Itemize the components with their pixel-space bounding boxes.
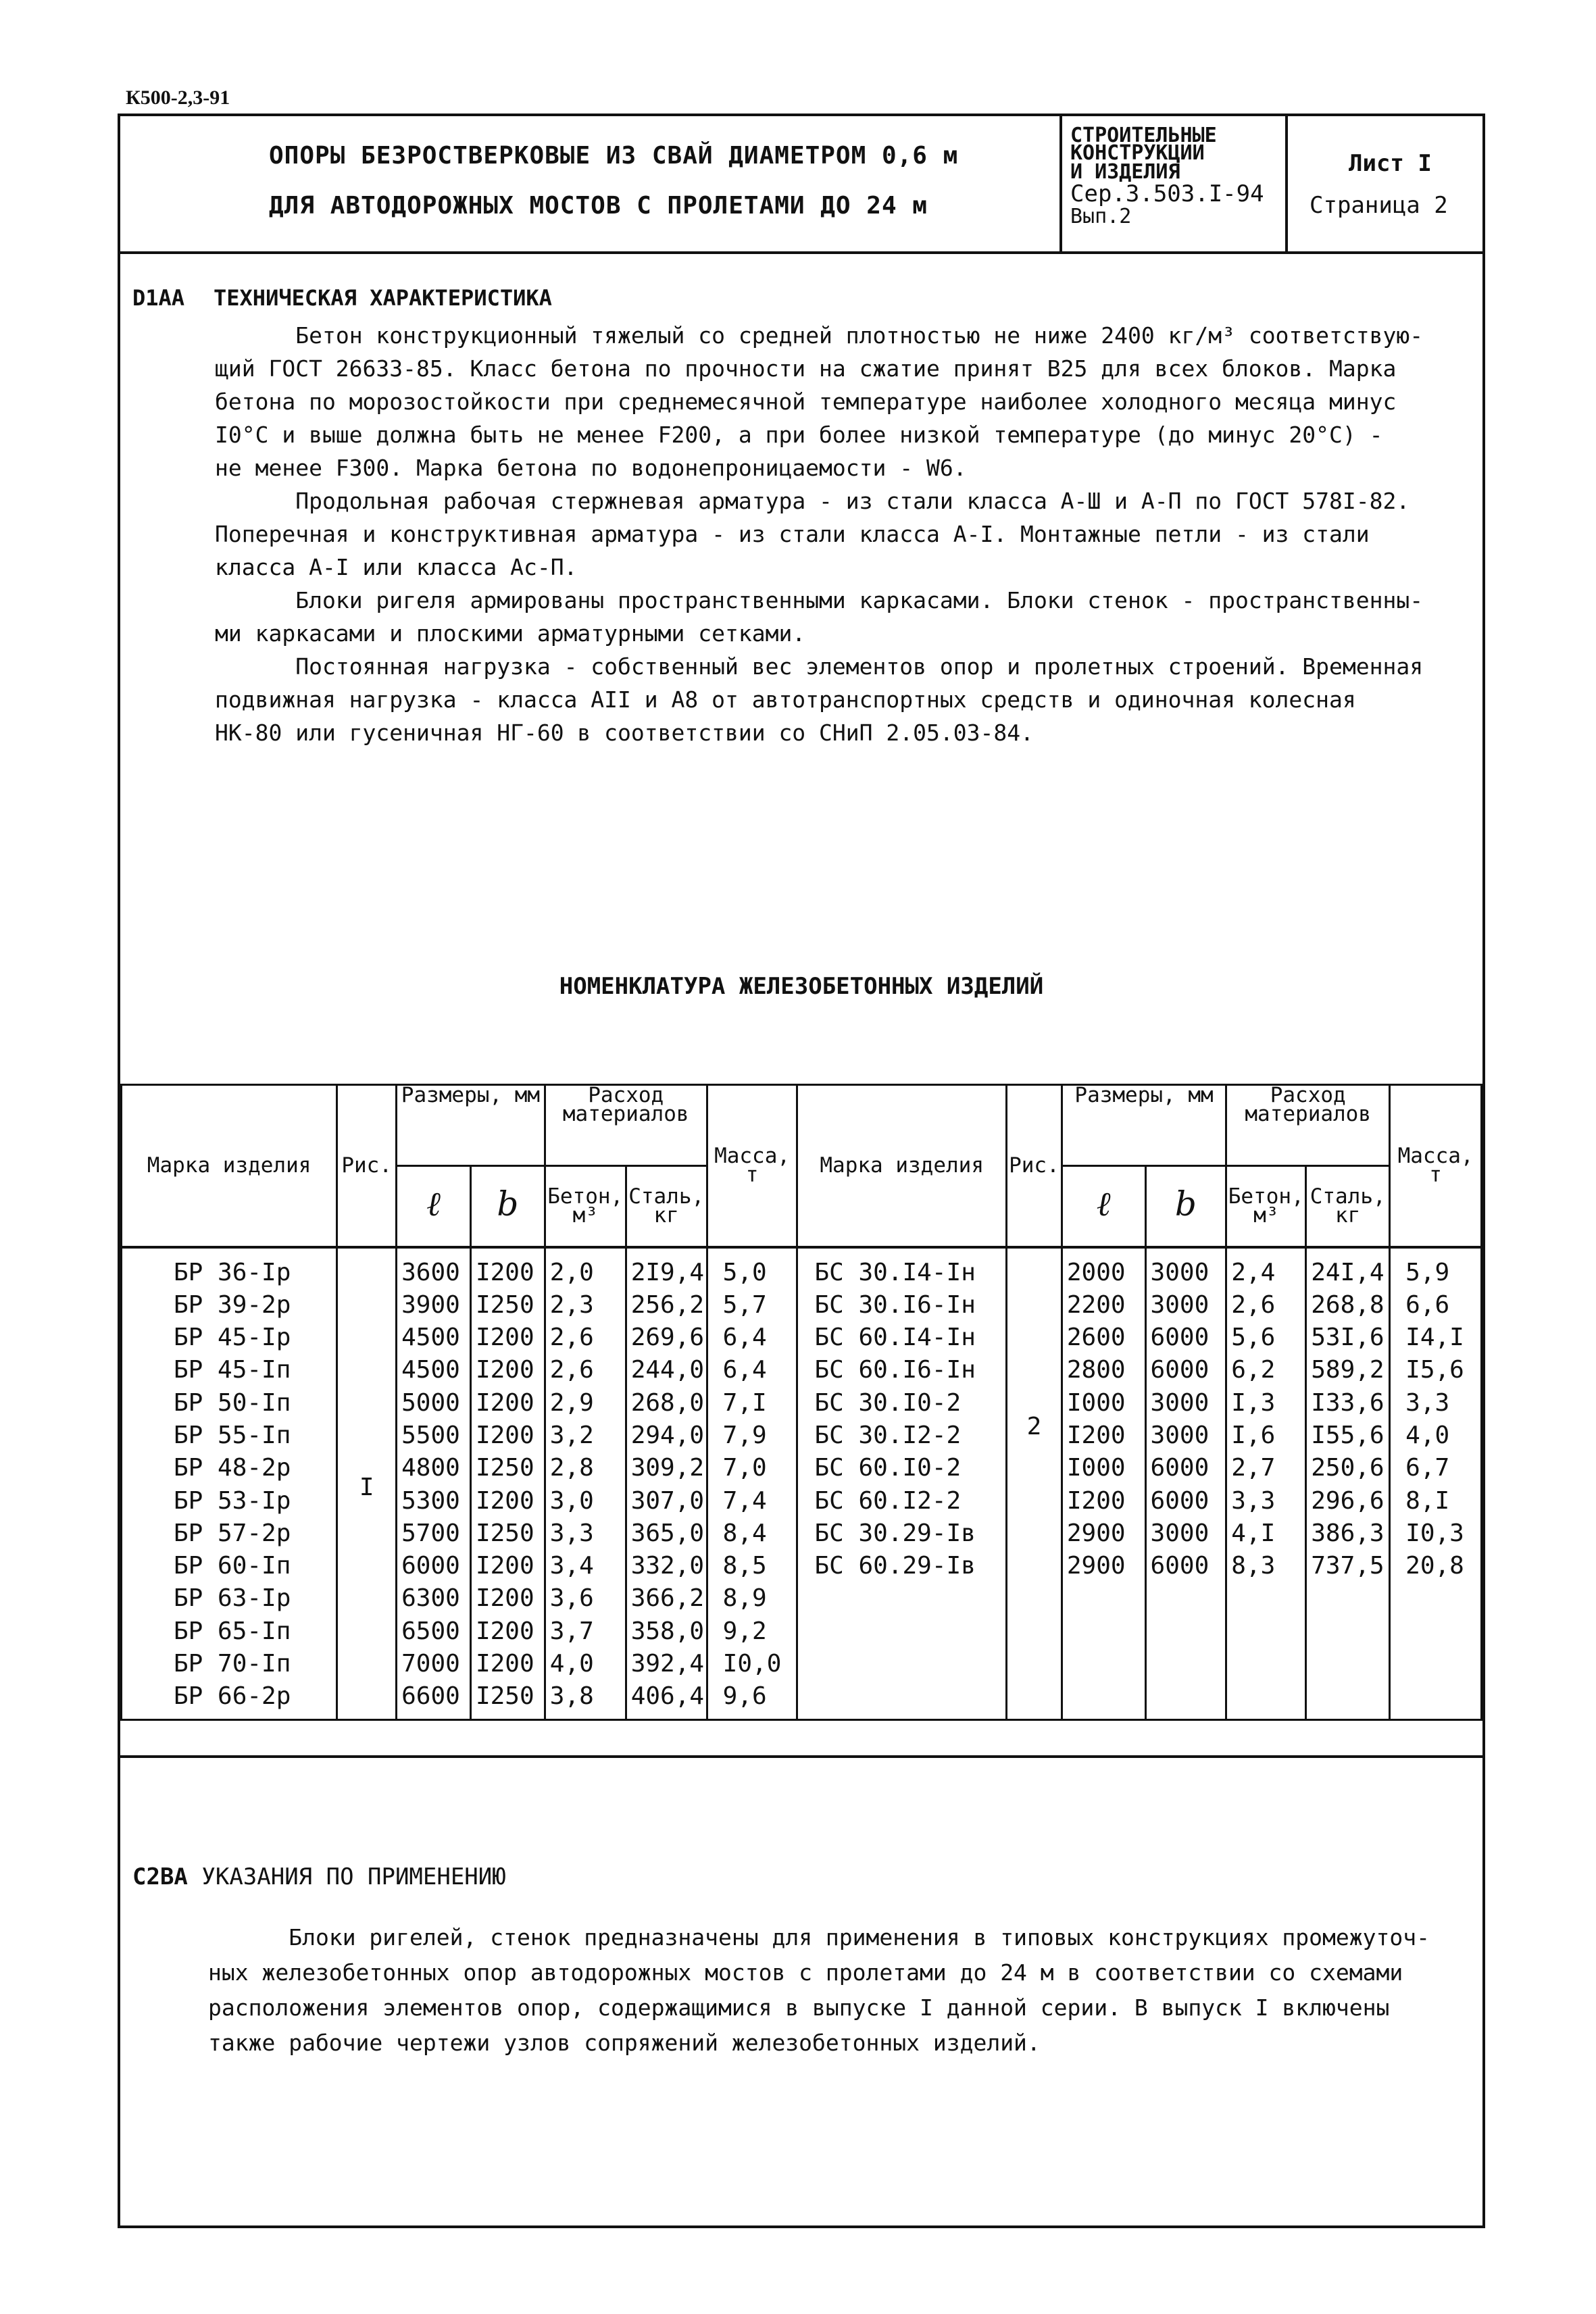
- table-cell: 4500: [401, 1356, 460, 1384]
- series-line-1: СТРОИТЕЛЬНЫЕ: [1070, 124, 1217, 147]
- header-dims: Размеры, мм: [1062, 1085, 1226, 1166]
- series-line-2: КОНСТРУКЦИИ: [1070, 141, 1205, 165]
- table-cell: 2200: [1066, 1290, 1126, 1319]
- table-cell: 6000: [1150, 1454, 1210, 1482]
- paragraph-line: бетона по морозостойкости при среднемесячной температуре наиболее холодного месяца минус: [215, 388, 1397, 415]
- table-cell: 268,8: [1311, 1290, 1385, 1319]
- left-length-column: [397, 1247, 471, 1720]
- table-cell: 269,6: [630, 1324, 705, 1352]
- nomenclature-title: НОМЕНКЛАТУРА ЖЕЛЕЗОБЕТОННЫХ ИЗДЕЛИЙ: [559, 973, 1044, 1000]
- table-cell: БС 30.29-Iв: [814, 1519, 976, 1547]
- page-number: Страница 2: [1310, 192, 1448, 219]
- table-cell: I250: [475, 1290, 534, 1319]
- table-cell: 6000: [1150, 1486, 1210, 1515]
- table-cell: 2900: [1066, 1519, 1126, 1547]
- paragraph-line: щий ГОСТ 26633-85. Класс бетона по прочности на сжатие принят В25 для всех блоков. Марка: [215, 355, 1397, 382]
- width-symbol: b: [1174, 1184, 1197, 1224]
- table-cell: 296,6: [1311, 1486, 1385, 1515]
- series-number: Сер.3.503.I-94: [1070, 180, 1264, 207]
- table-cell: I0,0: [722, 1650, 782, 1678]
- table-cell: 244,0: [630, 1356, 705, 1384]
- table-cell: 7000: [401, 1650, 460, 1678]
- table-cell: 7,0: [722, 1454, 767, 1482]
- header-mass: Масса, т: [707, 1085, 797, 1247]
- table-cell: 4,0: [549, 1650, 594, 1678]
- table-cell: БР 60-Iп: [174, 1552, 291, 1580]
- table-cell: 5,7: [722, 1290, 767, 1319]
- table-cell: I250: [475, 1682, 534, 1711]
- paragraph-line: Поперечная и конструктивная арматура - из стали класса А-I. Монтажные петли - из стали: [215, 521, 1370, 547]
- section2-code: С2ВА: [132, 1863, 188, 1890]
- table-cell: БР 48-2р: [174, 1454, 291, 1482]
- right-fig-cell: 2: [1006, 1247, 1062, 1720]
- header-mark: Марка изделия: [122, 1085, 337, 1247]
- table-cell: 53I,6: [1311, 1324, 1385, 1352]
- right-concrete-column: [1226, 1247, 1306, 1720]
- table-cell: БР 53-Iр: [174, 1486, 291, 1515]
- table-cell: I200: [1066, 1486, 1126, 1515]
- table-cell: 5,6: [1231, 1324, 1276, 1352]
- table-cell: БР 57-2р: [174, 1519, 291, 1547]
- table-cell: 3,3: [1231, 1486, 1276, 1515]
- table-cell: I200: [1066, 1421, 1126, 1449]
- table-cell: 406,4: [630, 1682, 705, 1711]
- header-fig: Рис.: [1006, 1085, 1062, 1247]
- table-cell: 6,4: [722, 1324, 767, 1352]
- header-length: [1062, 1166, 1145, 1247]
- table-cell: БС 30.I4-Iн: [814, 1258, 976, 1286]
- table-cell: I200: [475, 1650, 534, 1678]
- header-width: [1145, 1166, 1226, 1247]
- width-symbol: b: [497, 1184, 519, 1224]
- table-cell: 6300: [401, 1584, 460, 1613]
- table-cell: 6000: [1150, 1324, 1210, 1352]
- length-symbol: ℓ: [1096, 1184, 1111, 1224]
- table-cell: 392,4: [630, 1650, 705, 1678]
- header-width: [470, 1166, 545, 1247]
- header-steel: Сталь, кг: [1306, 1166, 1390, 1247]
- table-cell: I200: [475, 1486, 534, 1515]
- table-cell: 2,6: [549, 1356, 594, 1384]
- series-issue: Вып.2: [1070, 205, 1132, 228]
- table-cell: 6,2: [1231, 1356, 1276, 1384]
- table-cell: 8,5: [722, 1552, 767, 1580]
- table-cell: 2600: [1066, 1324, 1126, 1352]
- table-cell: 2,6: [549, 1324, 594, 1352]
- paragraph-line: НК-80 или гусеничная НГ-60 в соответствии со СНиП 2.05.03-84.: [215, 720, 1034, 746]
- table-cell: 4800: [401, 1454, 460, 1482]
- table-cell: 332,0: [630, 1552, 705, 1580]
- table-cell: I250: [475, 1519, 534, 1547]
- table-cell: I200: [475, 1584, 534, 1613]
- table-cell: 8,9: [722, 1584, 767, 1613]
- paragraph-line: также рабочие чертежи узлов сопряжений железобетонных изделий.: [208, 2030, 1041, 2056]
- table-cell: 3900: [401, 1290, 460, 1319]
- header-steel: Сталь, кг: [626, 1166, 707, 1247]
- table-cell: БС 30.I2-2: [814, 1421, 962, 1449]
- table-cell: 2,3: [549, 1290, 594, 1319]
- table-cell: 9,6: [722, 1682, 767, 1711]
- table-cell: I200: [475, 1388, 534, 1417]
- table-cell: БР 36-Iр: [174, 1258, 291, 1286]
- table-cell: I000: [1066, 1454, 1126, 1482]
- table-cell: 8,3: [1231, 1552, 1276, 1580]
- table-cell: 7,9: [722, 1421, 767, 1449]
- section-divider: [120, 1755, 1482, 1758]
- left-concrete-column: [545, 1247, 626, 1720]
- paragraph-line: класса А-I или класса Ас-П.: [215, 554, 578, 580]
- table-cell: 6000: [401, 1552, 460, 1580]
- paragraph-line: Блоки ригеля армированы пространственными каркасами. Блоки стенок - пространственны-: [215, 587, 1424, 613]
- paragraph-line: подвижная нагрузка - класса АII и А8 от автотранспортных средств и одиночная колесная: [215, 686, 1356, 713]
- table-cell: 2,8: [549, 1454, 594, 1482]
- table-cell: I,6: [1231, 1421, 1276, 1449]
- section1-body: [215, 319, 1458, 749]
- table-cell: 6,6: [1405, 1290, 1450, 1319]
- table-cell: 5700: [401, 1519, 460, 1547]
- document-title: [120, 116, 1062, 251]
- series-block: [1062, 116, 1288, 251]
- table-cell: 737,5: [1311, 1552, 1385, 1580]
- table-cell: 358,0: [630, 1617, 705, 1645]
- table-cell: 250,6: [1311, 1454, 1385, 1482]
- table-cell: 3600: [401, 1258, 460, 1286]
- table-cell: I000: [1066, 1388, 1126, 1417]
- table-cell: БС 30.I6-Iн: [814, 1290, 976, 1319]
- table-cell: 5500: [401, 1421, 460, 1449]
- title-line-2: ДЛЯ АВТОДОРОЖНЫХ МОСТОВ С ПРОЛЕТАМИ ДО 24 м: [269, 192, 928, 220]
- header-fig: Рис.: [337, 1085, 397, 1247]
- paragraph-line: ных железобетонных опор автодорожных мостов с пролетами до 24 м в соответствии со схемами: [208, 1959, 1403, 1986]
- table-cell: 3,3: [1405, 1388, 1450, 1417]
- table-cell: I200: [475, 1324, 534, 1352]
- table-cell: БР 70-Iп: [174, 1650, 291, 1678]
- table-cell: 589,2: [1311, 1356, 1385, 1384]
- table-cell: 5,9: [1405, 1258, 1450, 1286]
- table-cell: 256,2: [630, 1290, 705, 1319]
- table-cell: 366,2: [630, 1584, 705, 1613]
- table-cell: 2,0: [549, 1258, 594, 1286]
- paragraph-line: Продольная рабочая стержневая арматура - из стали класса А-Ш и А-П по ГОСТ 578I-82.: [215, 488, 1410, 514]
- paragraph-line: Постоянная нагрузка - собственный вес элементов опор и пролетных строений. Временная: [215, 653, 1424, 680]
- table-cell: 7,I: [722, 1388, 767, 1417]
- left-fig-cell: I: [337, 1247, 397, 1720]
- table-cell: 8,I: [1405, 1486, 1450, 1515]
- right-width-column: [1145, 1247, 1226, 1720]
- table-cell: БС 60.29-Iв: [814, 1552, 976, 1580]
- table-cell: 4,0: [1405, 1421, 1450, 1449]
- table-cell: 2,6: [1231, 1290, 1276, 1319]
- table-cell: 6500: [401, 1617, 460, 1645]
- table-cell: 2,9: [549, 1388, 594, 1417]
- header-mass: Масса, т: [1390, 1085, 1482, 1247]
- table-cell: БР 50-Iп: [174, 1388, 291, 1417]
- table-cell: 3,4: [549, 1552, 594, 1580]
- table-cell: БР 39-2р: [174, 1290, 291, 1319]
- table-cell: БС 60.I6-Iн: [814, 1356, 976, 1384]
- title-block: [120, 116, 1482, 254]
- table-cell: 2000: [1066, 1258, 1126, 1286]
- paragraph-line: Бетон конструкционный тяжелый со средней плотностью не ниже 2400 кг/м³ соответствую-: [215, 322, 1424, 349]
- left-steel-column: [626, 1247, 707, 1720]
- table-cell: 6,4: [722, 1356, 767, 1384]
- table-cell: 5000: [401, 1388, 460, 1417]
- table-cell: I200: [475, 1552, 534, 1580]
- table-cell: I200: [475, 1617, 534, 1645]
- table-cell: 7,4: [722, 1486, 767, 1515]
- table-cell: 3,0: [549, 1486, 594, 1515]
- table-cell: 2,4: [1231, 1258, 1276, 1286]
- series-line-3: И ИЗДЕЛИЯ: [1070, 160, 1180, 184]
- table-cell: 3000: [1150, 1421, 1210, 1449]
- table-cell: 2800: [1066, 1356, 1126, 1384]
- table-cell: 3,2: [549, 1421, 594, 1449]
- table-cell: БР 63-Iр: [174, 1584, 291, 1613]
- section2-title: УКАЗАНИЯ ПО ПРИМЕНЕНИЮ: [201, 1863, 506, 1890]
- table-cell: БР 55-Iп: [174, 1421, 291, 1449]
- paragraph-line: I0°C и выше должна быть не менее F200, а при более низкой температуре (до минус 20°C) -: [215, 422, 1383, 448]
- table-cell: 6600: [401, 1682, 460, 1711]
- table-cell: 3,3: [549, 1519, 594, 1547]
- length-symbol: ℓ: [426, 1184, 441, 1224]
- right-mass-column: [1390, 1247, 1482, 1720]
- table-cell: 307,0: [630, 1486, 705, 1515]
- table-cell: I200: [475, 1356, 534, 1384]
- table-cell: БС 30.I0-2: [814, 1388, 962, 1417]
- table-cell: 20,8: [1405, 1552, 1464, 1580]
- table-cell: БР 65-Iп: [174, 1617, 291, 1645]
- table-cell: БС 60.I0-2: [814, 1454, 962, 1482]
- table-cell: I200: [475, 1421, 534, 1449]
- table-cell: 6000: [1150, 1552, 1210, 1580]
- document-code: К500-2,3-91: [126, 86, 230, 109]
- table-cell: 268,0: [630, 1388, 705, 1417]
- table-cell: 4,I: [1231, 1519, 1276, 1547]
- title-line-1: ОПОРЫ БЕЗРОСТВЕРКОВЫЕ ИЗ СВАЙ ДИАМЕТРОМ 0,6 м: [269, 142, 959, 170]
- table-cell: I200: [475, 1258, 534, 1286]
- table-cell: 309,2: [630, 1454, 705, 1482]
- table-cell: 4500: [401, 1324, 460, 1352]
- table-cell: I5,6: [1405, 1356, 1464, 1384]
- paragraph-line: ми каркасами и плоскими арматурными сетками.: [215, 620, 806, 647]
- table-cell: БР 45-Iп: [174, 1356, 291, 1384]
- table-cell: БР 45-Iр: [174, 1324, 291, 1352]
- table-cell: 24I,4: [1311, 1258, 1385, 1286]
- drawing-frame: [118, 114, 1485, 2228]
- table-cell: I,3: [1231, 1388, 1276, 1417]
- section2-heading: [132, 1863, 506, 1890]
- sheet-number: Лист I: [1349, 150, 1432, 177]
- nomenclature-table: [120, 1084, 1482, 1721]
- table-cell: 3000: [1150, 1519, 1210, 1547]
- table-cell: I0,3: [1405, 1519, 1464, 1547]
- table-cell: 9,2: [722, 1617, 767, 1645]
- header-length: [397, 1166, 471, 1247]
- paragraph-line: расположения элементов опор, содержащимися в выпуске I данной серии. В выпуск I включены: [208, 1994, 1390, 2021]
- table-cell: 3,8: [549, 1682, 594, 1711]
- sheet-block: [1288, 116, 1482, 251]
- table-cell: 3,7: [549, 1617, 594, 1645]
- table-cell: 5,0: [722, 1258, 767, 1286]
- header-consumption: Расход материалов: [1226, 1085, 1390, 1166]
- table-cell: 294,0: [630, 1421, 705, 1449]
- header-dims: Размеры, мм: [397, 1085, 545, 1166]
- table-cell: I55,6: [1311, 1421, 1385, 1449]
- section2-body: [208, 1920, 1458, 2061]
- table-cell: 3,6: [549, 1584, 594, 1613]
- table-cell: 2I9,4: [630, 1258, 705, 1286]
- section1-code: D1AA: [132, 285, 185, 311]
- left-mass-column: [707, 1247, 797, 1720]
- table-cell: I4,I: [1405, 1324, 1464, 1352]
- paragraph-line: не менее F300. Марка бетона по водонепроницаемости - W6.: [215, 455, 967, 481]
- table-cell: БС 60.I4-Iн: [814, 1324, 976, 1352]
- table-cell: 3000: [1150, 1290, 1210, 1319]
- header-concrete: Бетон, м³: [1226, 1166, 1306, 1247]
- table-cell: I250: [475, 1454, 534, 1482]
- table-cell: 8,4: [722, 1519, 767, 1547]
- table-cell: 2,7: [1231, 1454, 1276, 1482]
- section1-title: ТЕХНИЧЕСКАЯ ХАРАКТЕРИСТИКА: [214, 285, 552, 311]
- table-cell: БС 60.I2-2: [814, 1486, 962, 1515]
- left-width-column: [470, 1247, 545, 1720]
- table-cell: 3000: [1150, 1258, 1210, 1286]
- right-steel-column: [1306, 1247, 1390, 1720]
- header-consumption: Расход материалов: [545, 1085, 707, 1166]
- paragraph-line: Блоки ригелей, стенок предназначены для применения в типовых конструкциях промежуточ-: [208, 1924, 1430, 1951]
- table-cell: 3000: [1150, 1388, 1210, 1417]
- header-concrete: Бетон, м³: [545, 1166, 626, 1247]
- table-cell: 6000: [1150, 1356, 1210, 1384]
- right-length-column: [1062, 1247, 1145, 1720]
- header-mark: Марка изделия: [797, 1085, 1006, 1247]
- table-cell: 365,0: [630, 1519, 705, 1547]
- table-cell: БР 66-2р: [174, 1682, 291, 1711]
- table-cell: 386,3: [1311, 1519, 1385, 1547]
- left-marks-column: [122, 1247, 337, 1720]
- table-cell: I33,6: [1311, 1388, 1385, 1417]
- table-cell: 5300: [401, 1486, 460, 1515]
- right-marks-column: [797, 1247, 1006, 1720]
- table-cell: 6,7: [1405, 1454, 1450, 1482]
- table-cell: 2900: [1066, 1552, 1126, 1580]
